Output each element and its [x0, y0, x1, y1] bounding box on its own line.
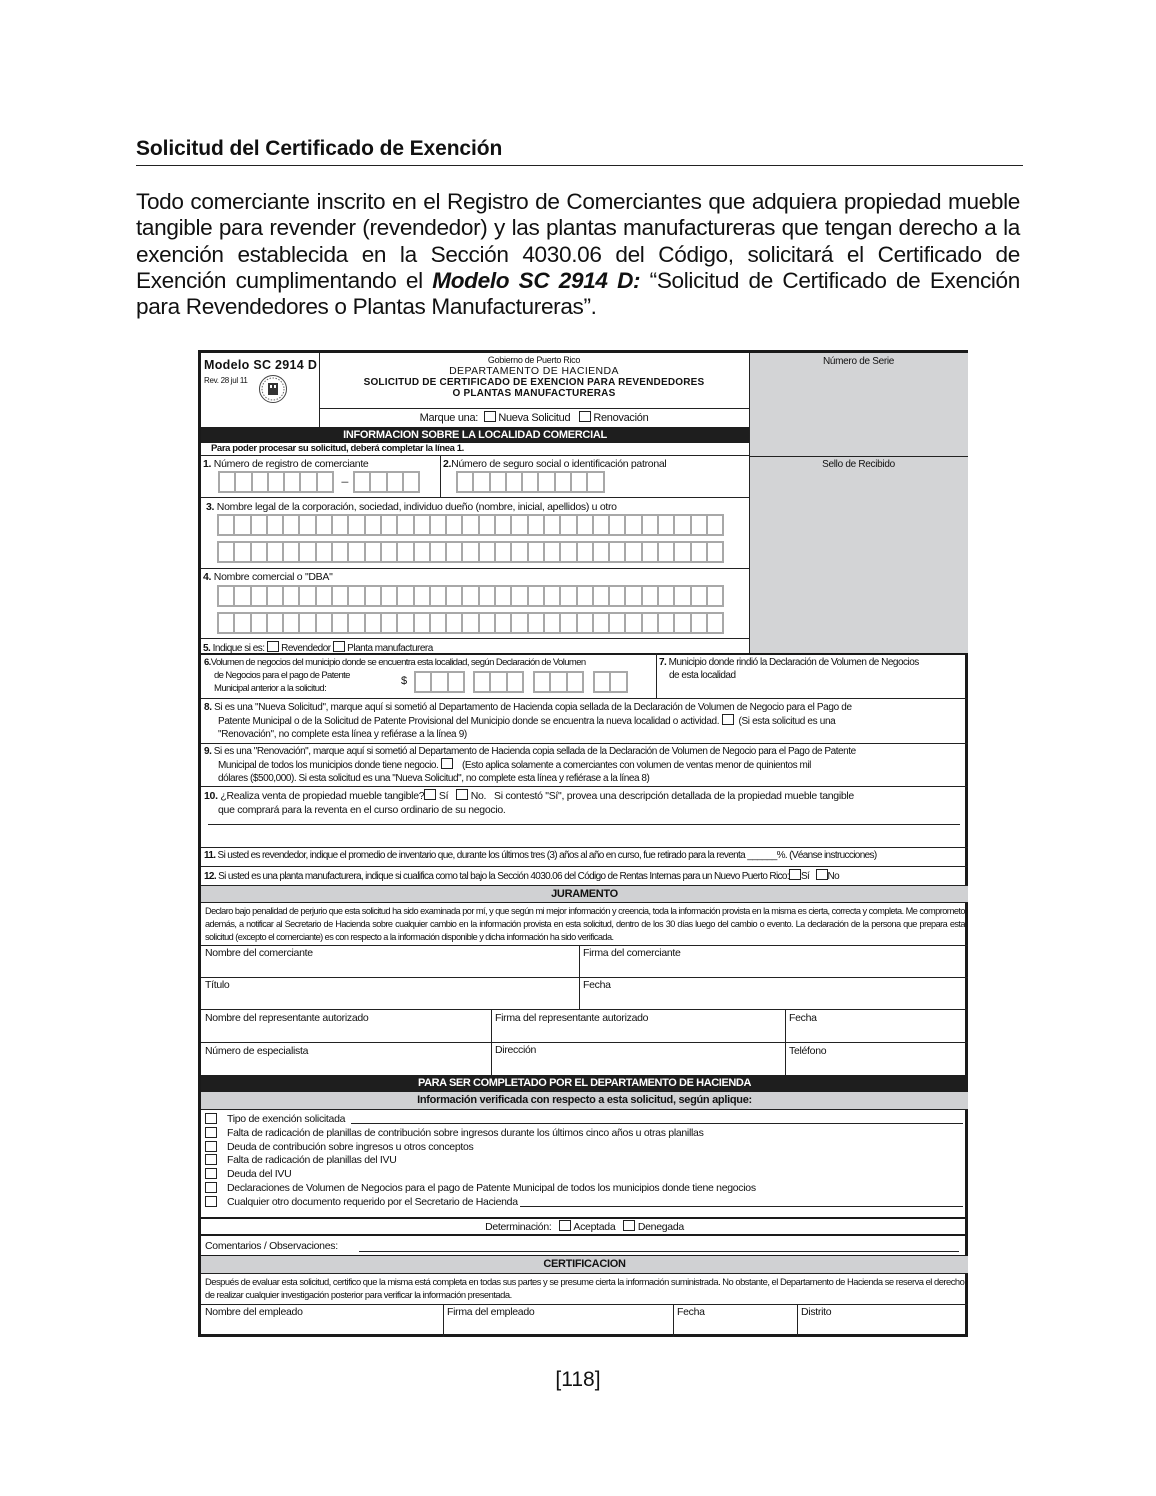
seal-icon [259, 375, 287, 403]
checklist-checkbox[interactable] [205, 1141, 217, 1152]
field10-yes-checkbox[interactable] [424, 789, 436, 800]
employee-signature-field[interactable]: Firma del empleado [447, 1306, 535, 1318]
merchant-signature-field[interactable]: Firma del comerciante [583, 947, 681, 959]
government-name: Gobierno de Puerto Rico [487, 355, 581, 365]
field10-description-input[interactable] [208, 824, 960, 825]
certification-header: CERTIFICACION [201, 1256, 968, 1273]
field10: 10. ¿Realiza venta de propiedad mueble tangible? Sí No. Si contestó "Sí", provea una descripción detallada de la propiedad mueble tangible que comprará para la reventa en el curso ordinario de su negocio. [204, 790, 854, 816]
checklist-item: Falta de radicación de planillas del IVU [205, 1154, 965, 1168]
comments-input[interactable] [359, 1251, 959, 1252]
field12-yes-checkbox[interactable] [789, 869, 801, 880]
dept-section-header: PARA SER COMPLETADO POR EL DEPARTAMENTO DE HACIENDA [201, 1075, 968, 1092]
field4-label: 4. Nombre comercial o "DBA" [203, 571, 333, 583]
checklist-item: Cualquier otro documento requerido por el Secretario de Hacienda [205, 1196, 965, 1210]
field8: 8. Si es una "Nueva Solicitud", marque aquí si sometió al Departamento de Hacienda copia sellada de la Declaración de Volumen de Negocio para el Pago de Patente Municipal o de la Solicitud de Patente Provisional del Municipio donde se encuentra la nueva localidad o actividad. (Si esta solicitud es una "Renovación", no complete esta línea y refiérase a la línea 9) [204, 702, 852, 740]
field5: 5. Indique si es: Revendedor Planta manufacturera [203, 643, 433, 654]
field3-label: 3. Nombre legal de la corporación, sociedad, individuo dueño (nombre, inicial, apellidos) u otro [206, 501, 617, 513]
field6-label: 6.Volumen de negocios del municipio donde se encuentra esta localidad, según Declaración de Volumen de Negocios para el pago de Patente Municipal anterior a la solicitud: [204, 657, 586, 694]
intro-paragraph [136, 189, 1020, 320]
merchant-registration-input-b[interactable] [353, 471, 420, 493]
serial-number-label: Número de Serie [822, 356, 895, 367]
business-volume-input-d[interactable] [593, 671, 628, 693]
title-field[interactable]: Título [205, 979, 230, 991]
legal-name-input-row1[interactable] [217, 514, 724, 536]
currency-symbol: $ [401, 675, 407, 687]
rep-name-field[interactable]: Nombre del representante autorizado [205, 1012, 369, 1024]
specialist-number-field[interactable]: Número de especialista [205, 1045, 309, 1057]
new-application-label: Nueva Solicitud [498, 412, 571, 424]
field1-label: 1. Número de registro de comerciante [203, 458, 369, 470]
dba-input-row1[interactable] [217, 585, 724, 607]
denied-checkbox[interactable] [623, 1220, 635, 1231]
district-field[interactable]: Distrito [801, 1306, 832, 1318]
address-field[interactable]: Dirección [495, 1044, 537, 1056]
form-model: Modelo SC 2914 D [204, 358, 318, 372]
certification-text: Después de evaluar esta solicitud, certifico que la misma está completa en todas sus partes y se presume cierta la información suministrada. No obstante, el Departamento de Hacienda se reserva el derecho de realizar cualquier investigación posterior para verificar la información presentada. [205, 1276, 965, 1300]
checklist-item: Deuda de contribución sobre ingresos u otros conceptos [205, 1141, 965, 1155]
employee-name-field[interactable]: Nombre del empleado [205, 1306, 303, 1318]
page-number: [118] [555, 1368, 601, 1391]
phone-field[interactable]: Teléfono [789, 1045, 827, 1057]
date-field[interactable]: Fecha [583, 979, 611, 991]
intro-text-end: “Solicitud de Certificado de Exención para Revendedores o Plantas Manufactureras”. [136, 267, 1020, 320]
rep-signature-field[interactable]: Firma del representante autorizado [495, 1012, 649, 1024]
checklist-checkbox[interactable] [205, 1182, 217, 1193]
checklist-checkbox[interactable] [205, 1113, 217, 1124]
ssn-employer-id-input[interactable] [456, 471, 605, 493]
intro-model-name: Modelo SC 2914 D: [432, 267, 641, 293]
business-volume-input-b[interactable] [473, 671, 524, 693]
field1-dash: – [341, 473, 349, 489]
checklist-item: Declaraciones de Volumen de Negocios para el pago de Patente Municipal de todos los municipios donde tiene negocios [205, 1182, 965, 1196]
checklist-item: Tipo de exención solicitada [205, 1113, 965, 1127]
receipt-stamp-label: Sello de Recibido [822, 459, 895, 470]
field2-label: 2.Número de seguro social o identificación patronal [443, 458, 667, 470]
field9-checkbox[interactable] [441, 758, 453, 769]
checklist-item: Deuda del IVU [205, 1168, 965, 1182]
field12: 12. Si usted es una planta manufacturera, indique si cualifica como tal bajo la Sección 4030.06 del Código de Rentas Internas para un Nuevo Puerto Rico: Sí No [204, 871, 840, 882]
verification-checklist [205, 1113, 965, 1210]
merchant-name-field[interactable]: Nombre del comerciante [205, 947, 313, 959]
employee-date-field[interactable]: Fecha [677, 1306, 705, 1318]
exemption-form [198, 350, 968, 1337]
field12-no-checkbox[interactable] [816, 869, 828, 880]
reseller-checkbox[interactable] [267, 641, 279, 652]
form-revision: Rev. 28 jul 11 [204, 376, 248, 385]
comments-label: Comentarios / Observaciones: [205, 1240, 338, 1252]
renewal-checkbox[interactable] [579, 411, 591, 422]
oath-text: Declaro bajo penalidad de perjurio que esta solicitud ha sido examinada por mí, y que según mi mejor información y creencia, toda la información provista en la misma es cierta, correcta y completa. Me comprometo además, a notificar al Secretario de Hacienda sobre cualquier cambio en la información provista en esta solicitud, dentro de los 30 días luego del cambio o evento. La declaración de la persona que prepara esta solicitud (excepto el comerciante) es con respecto a la información disponible y dicha información ha sido verificada. [205, 906, 965, 942]
oath-header: JURAMENTO [201, 886, 968, 902]
checklist-checkbox[interactable] [205, 1196, 217, 1207]
checklist-checkbox[interactable] [205, 1127, 217, 1138]
checklist-item: Falta de radicación de planillas de contribución sobre ingresos durante los últimos cinco años u otras planillas [205, 1127, 965, 1141]
field10-no-checkbox[interactable] [456, 789, 468, 800]
business-volume-input-a[interactable] [414, 671, 465, 693]
field7-label: 7. Municipio donde rindió la Declaración de Volumen de Negocios de esta localidad [659, 657, 919, 681]
form-title-line2: O PLANTAS MANUFACTURERAS [452, 388, 616, 399]
form-title-line1: SOLICITUD DE CERTIFICADO DE EXENCION PARA REVENDEDORES [363, 377, 705, 388]
department-name: DEPARTAMENTO DE HACIENDA [449, 365, 619, 377]
checklist-checkbox[interactable] [205, 1168, 217, 1179]
determination: Determinación: Aceptada Denegada [485, 1221, 684, 1233]
checklist-checkbox[interactable] [205, 1154, 217, 1165]
mark-one-label: Marque una: [419, 412, 479, 424]
verified-info-header: Información verificada con respecto a esta solicitud, según aplique: [201, 1092, 968, 1109]
intro-text: Todo comerciante inscrito en el Registro de Comerciantes que adquiera propiedad mueble tangible para revender (revendedor) y las plantas manufactureras que tengan derecho a la exención establecida en la Sección 4030.06 del Código, solicitará el Certificado de Exención cumplimentando el [136, 189, 1020, 293]
manufacturer-checkbox[interactable] [333, 641, 345, 652]
section-location-header: INFORMACION SOBRE LA LOCALIDAD COMERCIAL [201, 427, 749, 443]
field11: 11. Si usted es revendedor, indique el promedio de inventario que, durante los últimos tres (3) años al año en curso, fue retirado para la reventa ______%. (Véanse instrucciones) [204, 850, 877, 861]
field9: 9. Si es una "Renovación", marque aquí si sometió al Departamento de Hacienda copia sellada de la Declaración de Volumen de Negocio para el Pago de Patente Municipal de todos los municipios donde tiene negocio. (Esto aplica solamente a comerciantes con volumen de ventas menor de quinientos mil dólares ($500,000). Si esta solicitud es una "Nueva Solicitud", no complete esta línea y refiérase a la línea 8) [204, 746, 856, 784]
new-application-checkbox[interactable] [484, 411, 496, 422]
merchant-registration-input-a[interactable] [218, 471, 334, 493]
dba-input-row2[interactable] [217, 612, 724, 634]
business-volume-input-c[interactable] [533, 671, 584, 693]
accepted-checkbox[interactable] [559, 1220, 571, 1231]
rep-date-field[interactable]: Fecha [789, 1012, 817, 1024]
process-note: Para poder procesar su solicitud, deberá completar la línea 1. [211, 443, 464, 454]
legal-name-input-row2[interactable] [217, 541, 724, 563]
page-heading: Solicitud del Certificado de Exención [136, 137, 1023, 166]
field8-checkbox[interactable] [722, 714, 734, 725]
application-type [319, 411, 749, 424]
renewal-label: Renovación [593, 412, 649, 424]
